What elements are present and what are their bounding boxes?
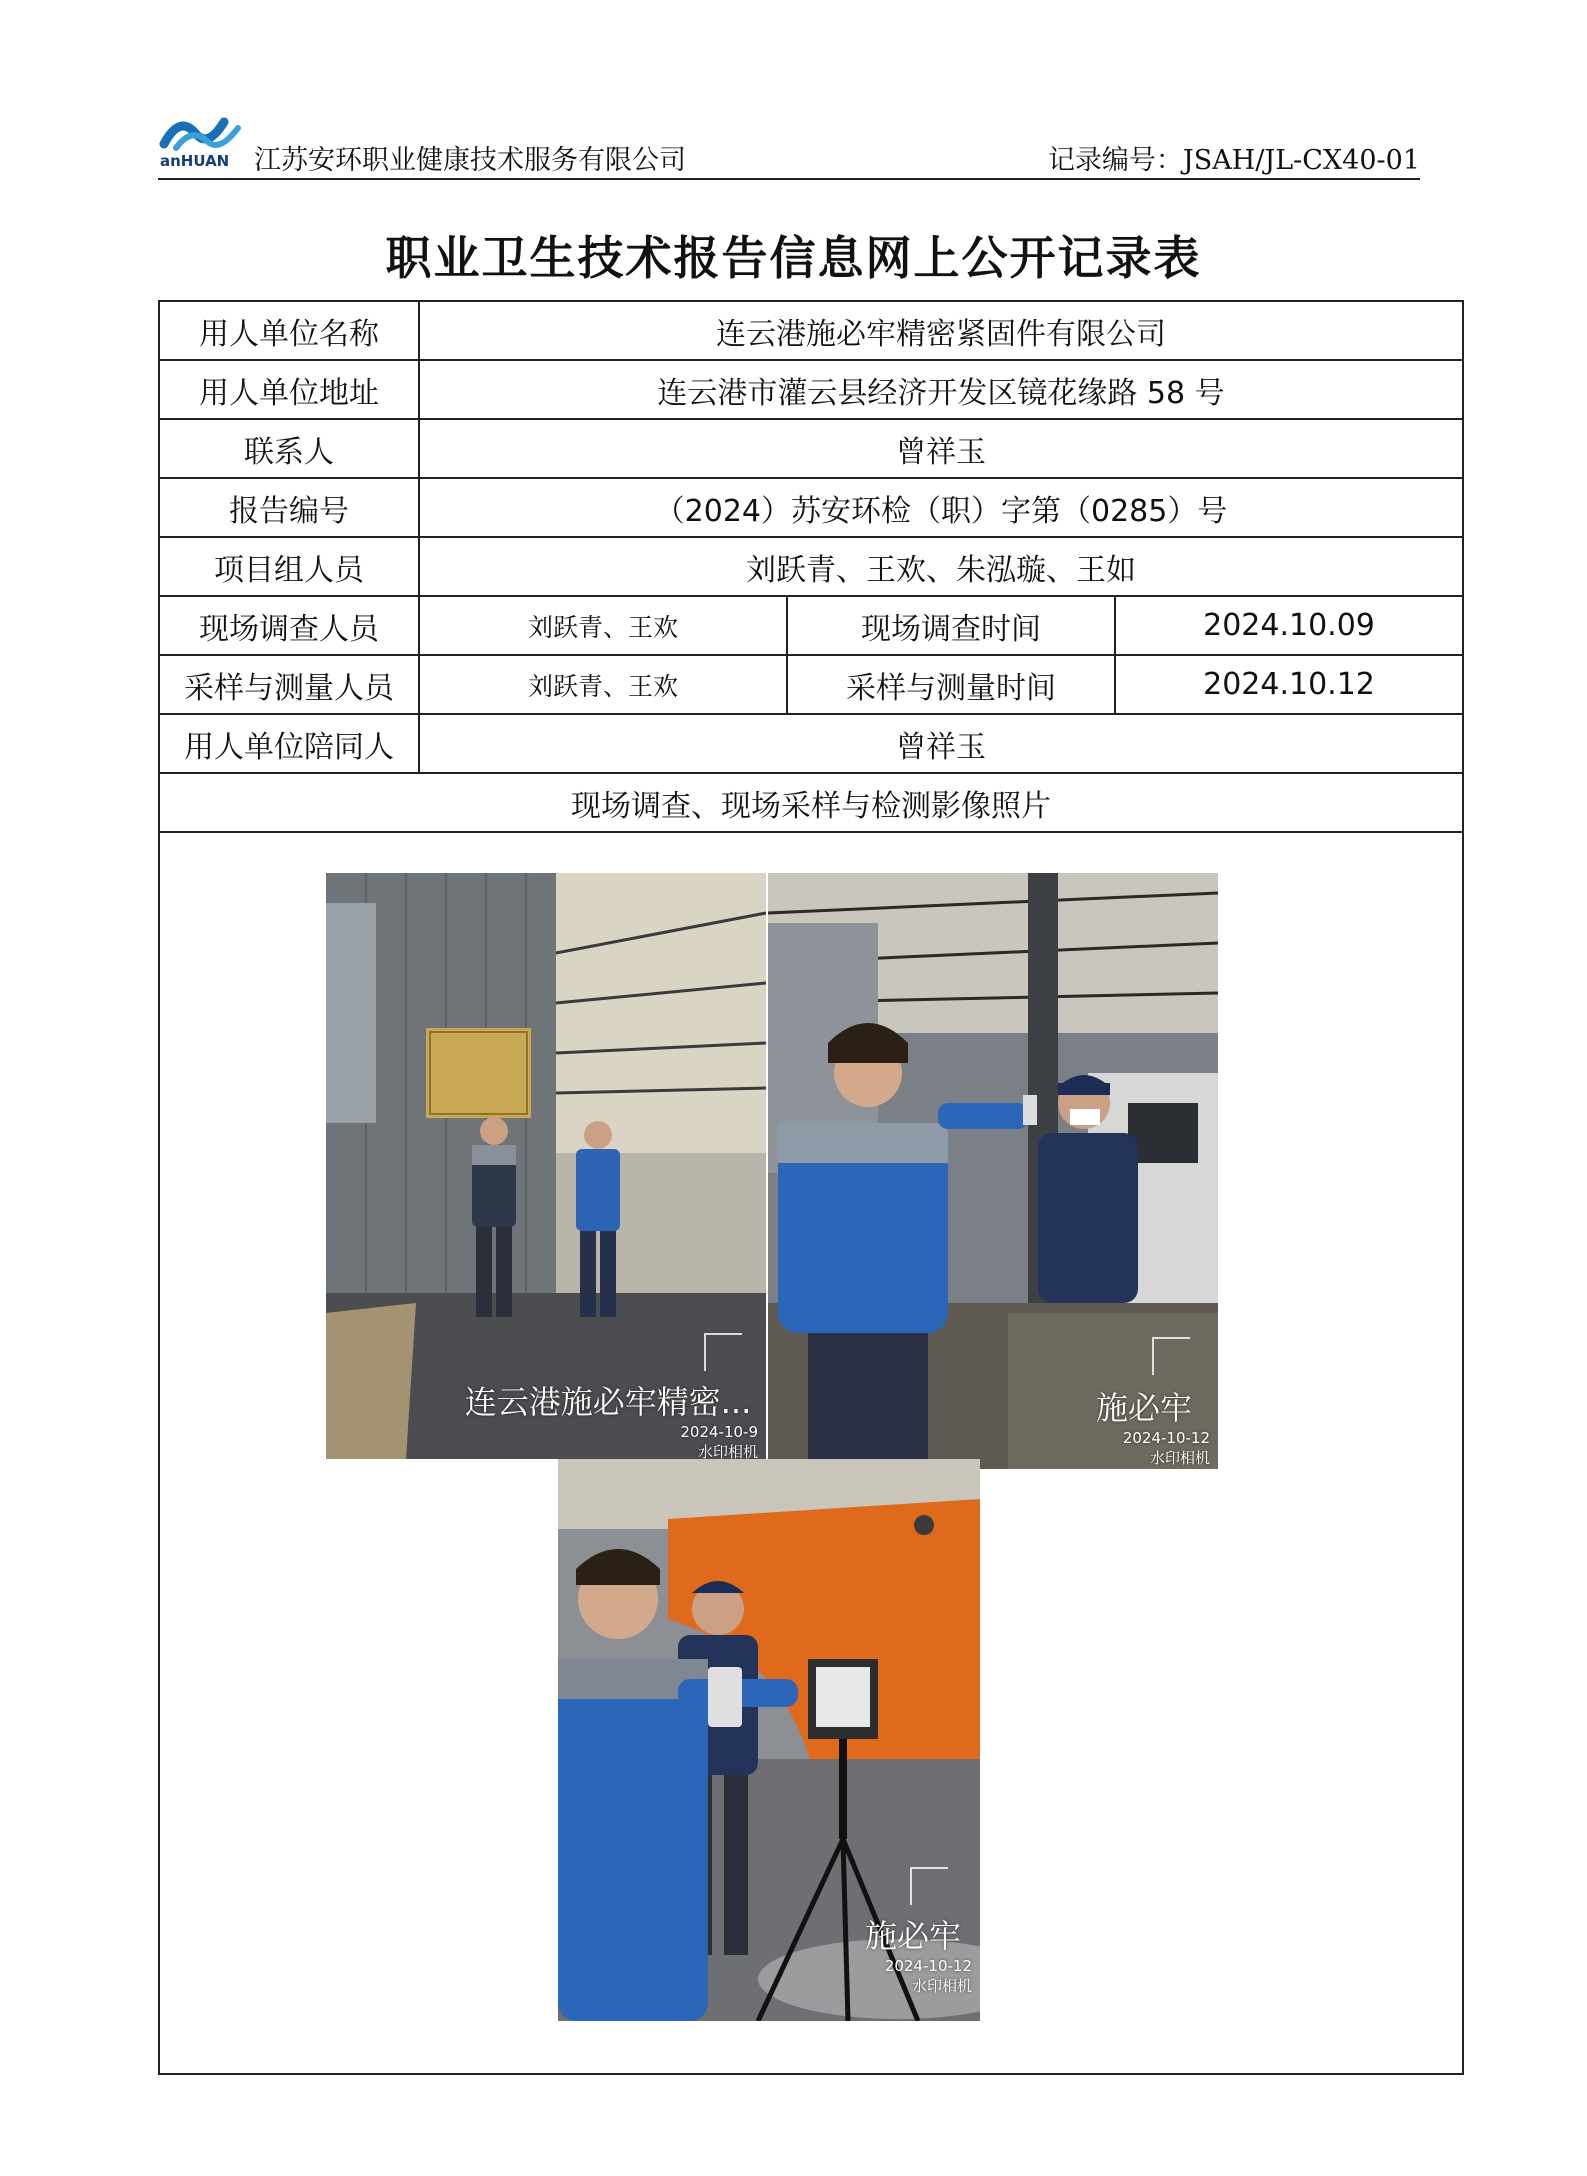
value-employer-name: 连云港施必牢精密紧固件有限公司 xyxy=(419,301,1463,360)
value-sampling-staff: 刘跃青、王欢 xyxy=(419,655,787,714)
document-title: 职业卫生技术报告信息网上公开记录表 xyxy=(385,231,1202,285)
label-escort: 用人单位陪同人 xyxy=(159,714,419,773)
record-table xyxy=(158,300,1464,2075)
record-number: 记录编号：JSAH/JL-CX40-01 xyxy=(1047,145,1420,176)
row-employer-name xyxy=(159,301,1463,360)
page-header xyxy=(158,100,1420,178)
photo-tripod-sampling xyxy=(558,1459,980,2021)
photo-caption-3: 施必牢 2024-10-12 水印相机 xyxy=(864,1917,972,1995)
photo-caption-1: 连云港施必牢精密... 2024-10-9 水印相机 xyxy=(464,1383,758,1459)
label-contact: 联系人 xyxy=(159,419,419,478)
photo-area xyxy=(160,833,1460,2073)
label-survey-time: 现场调查时间 xyxy=(787,596,1115,655)
label-sampling-staff: 采样与测量人员 xyxy=(159,655,419,714)
row-photos-heading xyxy=(159,773,1463,832)
watermark-corner-1 xyxy=(704,1333,742,1371)
row-contact xyxy=(159,419,1463,478)
row-escort xyxy=(159,714,1463,773)
photos-heading: 现场调查、现场采样与检测影像照片 xyxy=(159,773,1463,832)
label-employer-address: 用人单位地址 xyxy=(159,360,419,419)
value-escort: 曾祥玉 xyxy=(419,714,1463,773)
row-sampling xyxy=(159,655,1463,714)
photo-caption-2: 施必牢 2024-10-12 水印相机 xyxy=(1095,1389,1210,1467)
photos-cell xyxy=(159,832,1463,2074)
label-team: 项目组人员 xyxy=(159,537,419,596)
watermark-corner-2 xyxy=(1152,1337,1190,1375)
value-survey-time: 2024.10.09 xyxy=(1115,596,1463,655)
header-rule xyxy=(158,178,1420,180)
company-logo xyxy=(158,104,254,170)
svg-text:anHUAN: anHUAN xyxy=(160,152,230,170)
row-photos xyxy=(159,832,1463,2074)
row-employer-address xyxy=(159,360,1463,419)
label-employer-name: 用人单位名称 xyxy=(159,301,419,360)
value-report-no: （2024）苏安环检（职）字第（0285）号 xyxy=(419,478,1463,537)
value-team: 刘跃青、王欢、朱泓璇、王如 xyxy=(419,537,1463,596)
company-name: 江苏安环职业健康技术服务有限公司 xyxy=(254,145,686,176)
photo-entrance xyxy=(326,873,766,1459)
row-survey xyxy=(159,596,1463,655)
photo-noise-measurement xyxy=(768,873,1218,1469)
value-employer-address: 连云港市灌云县经济开发区镜花缘路 58 号 xyxy=(419,360,1463,419)
value-contact: 曾祥玉 xyxy=(419,419,1463,478)
value-survey-staff: 刘跃青、王欢 xyxy=(419,596,787,655)
label-sampling-time: 采样与测量时间 xyxy=(787,655,1115,714)
watermark-corner-3 xyxy=(910,1867,948,1905)
label-report-no: 报告编号 xyxy=(159,478,419,537)
row-report-no xyxy=(159,478,1463,537)
row-team xyxy=(159,537,1463,596)
label-survey-staff: 现场调查人员 xyxy=(159,596,419,655)
value-sampling-time: 2024.10.12 xyxy=(1115,655,1463,714)
